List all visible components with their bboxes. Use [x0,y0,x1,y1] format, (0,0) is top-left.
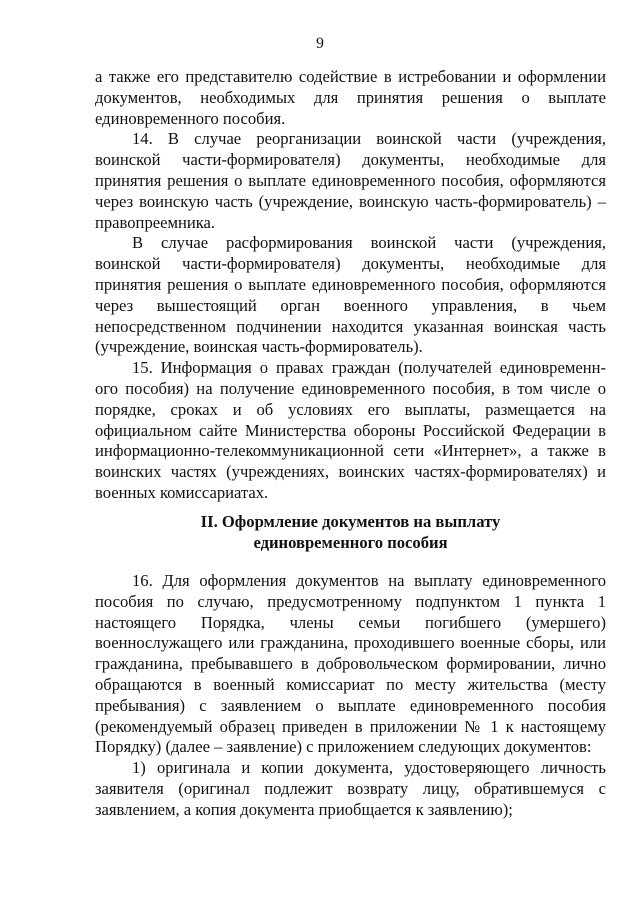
list-item-1: 1) оригинала и копии документа, удостоверяющего личность заявителя (оригинал подлежит возврату лицу, обратившемуся с заявлением, а копия документа приобщается к заявлению); [95,758,606,819]
section-heading [95,511,606,553]
paragraph-15: 15. Информация о правах граждан (получателей единовременн-ого пособия) на получение единовременного пособия, в том числе о порядке, сроках и об условиях его выплаты, размещается на официальном сайте Министерства обороны Российской Федерации в информационно-телекоммуникационной сети «Интернет», а также в воинских частях (учреждениях, воинских частях-формирователях) и военных комиссариатах. [95,358,606,502]
section-heading-line-1: II. Оформление документов на выплату [200,512,501,531]
paragraph-continuation: а также его представителю содействие в истребовании и оформлении документов, необходимых для принятия решения о выплате единовременного пособия. [95,67,606,128]
paragraph-14: 14. В случае реорганизации воинской части (учреждения, воинской части-формирователя) документы, необходимые для принятия решения о выплате единовременного пособия, оформляются через воинскую часть (учреждение, воинскую часть-формирователь) – правопреемника. [95,129,606,232]
paragraph-16: 16. Для оформления документов на выплату единовременного пособия по случаю, предусмотренному подпунктом 1 пункта 1 настоящего Порядка, члены семьи погибшего (умершего) военнослужащего или гражданина, проходившего военные сборы, или гражданина, пребывавшего в добровольческом формировании, лично обращаются в военный комиссариат по месту жительства (месту пребывания) с заявлением о выплате единовременного пособия (рекомендуемый образец приведен в приложении № 1 к настоящему Порядку) (далее – заявление) с приложением следующих документов: [95,571,606,757]
document-body-top [95,67,606,504]
section-heading-line-2: единовременного пособия [253,533,448,552]
paragraph-disbandment: В случае расформирования воинской части (учреждения, воинской части-формирователя) документы, необходимые для принятия решения о выплате единовременного пособия, оформляются через вышестоящий орган военного управления, в чьем непосредственном подчинении находится указанная воинская часть (учреждение, воинская часть-формирователь). [95,233,606,357]
page-number: 9 [316,35,324,52]
document-body-bottom [95,571,606,821]
